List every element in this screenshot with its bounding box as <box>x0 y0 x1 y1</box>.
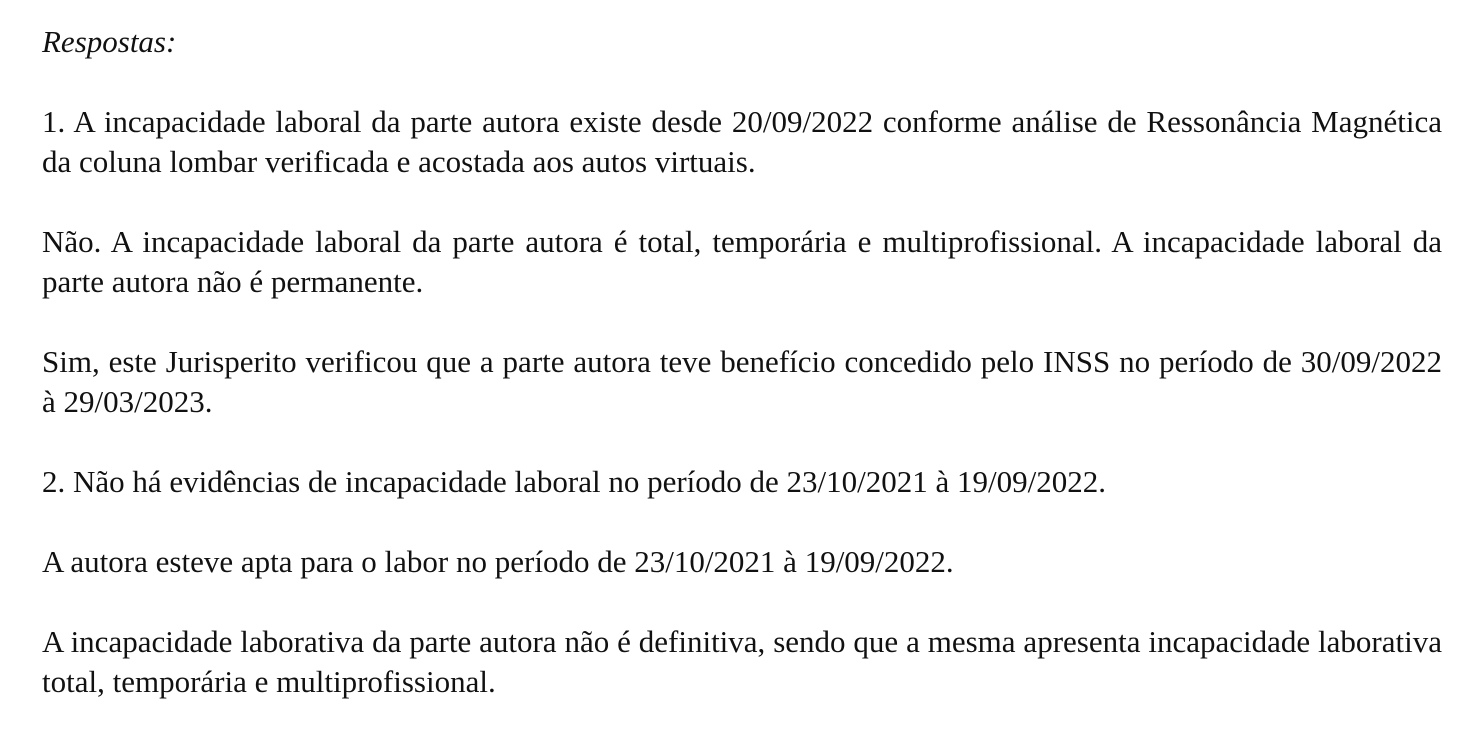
answers-heading: Respostas: <box>42 24 177 59</box>
answer-paragraph-1: 1. A incapacidade laboral da parte autora existe desde 20/09/2022 conforme análise de Ressonância Magnética da coluna lombar verificada e acostada aos autos virtuais. <box>42 104 1442 179</box>
answer-paragraph-4: 2. Não há evidências de incapacidade laboral no período de 23/10/2021 à 19/09/2022. <box>42 464 1107 499</box>
answer-paragraph-3: Sim, este Jurisperito verificou que a parte autora teve benefício concedido pelo INSS no período de 30/09/2022 à 29/03/2023. <box>42 344 1442 419</box>
answer-paragraph-5: A autora esteve apta para o labor no período de 23/10/2021 à 19/09/2022. <box>42 544 954 579</box>
answer-paragraph-6: A incapacidade laborativa da parte autora não é definitiva, sendo que a mesma apresenta incapacidade laborativa total, temporária e multiprofissional. <box>42 624 1442 699</box>
answer-paragraph-2: Não. A incapacidade laboral da parte autora é total, temporária e multiprofissional. A incapacidade laboral da parte autora não é permanente. <box>42 224 1442 299</box>
